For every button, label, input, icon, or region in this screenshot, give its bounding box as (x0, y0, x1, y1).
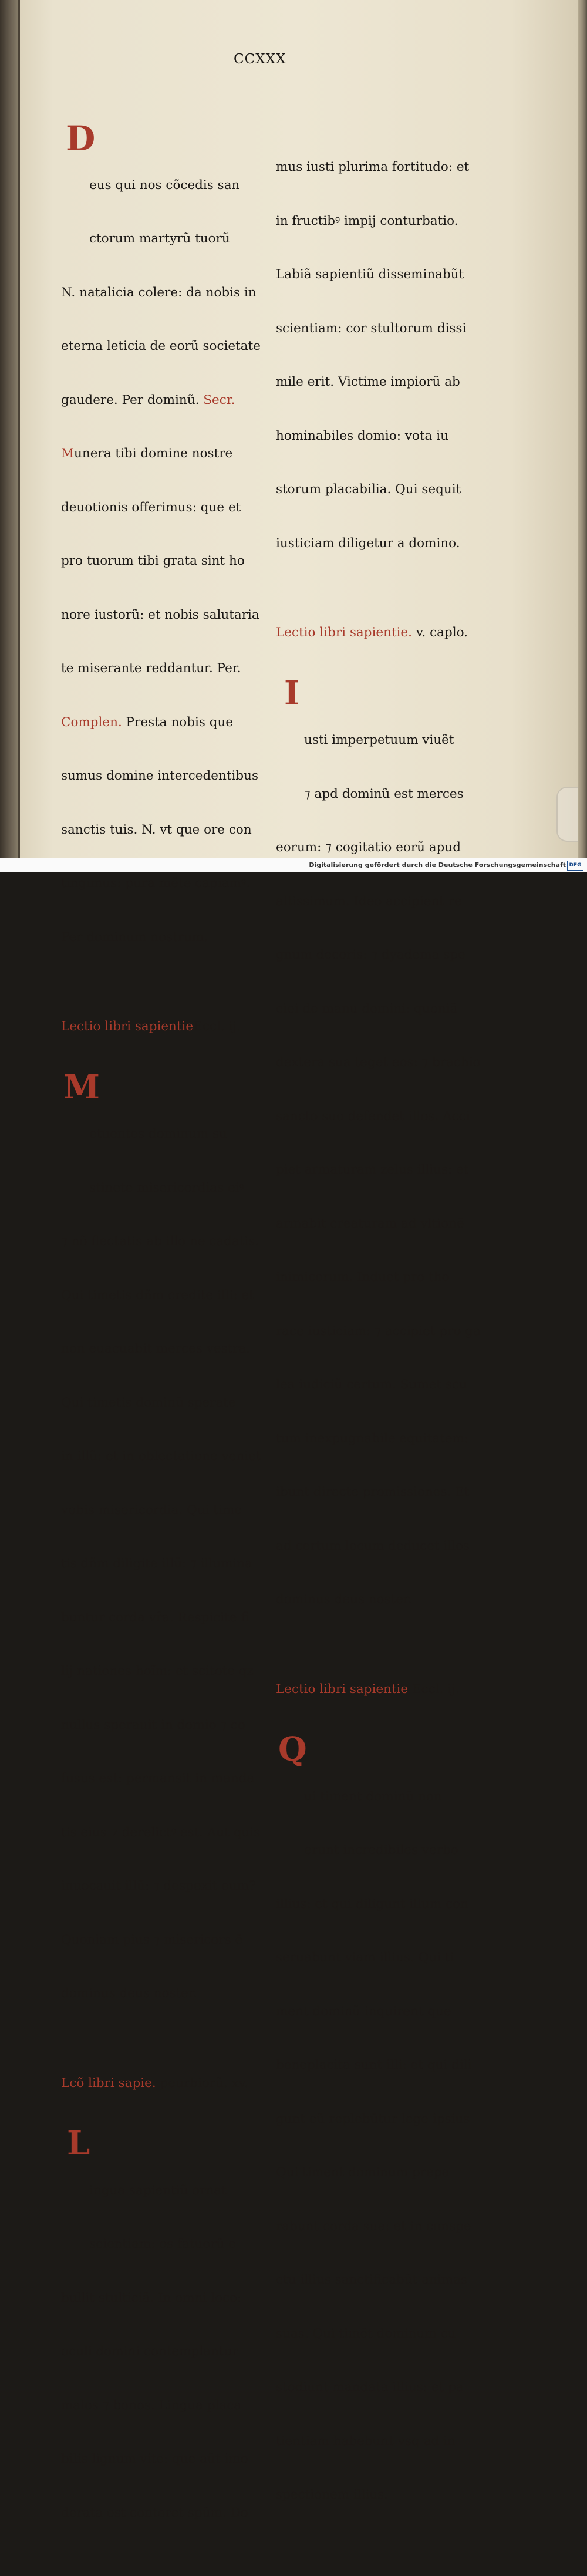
text-line (61, 714, 261, 732)
text-line: rabunt corda sua: et in conspe (276, 2218, 471, 2234)
text-line: dominus deus noster. (61, 1986, 197, 2001)
text-line: eorum: ⁊ cogitatio eorũ apud (276, 840, 461, 855)
text-line: armabit creaturam ad vltionẽ (276, 1216, 464, 1231)
collect-block (61, 119, 261, 982)
text-line: tingimus: pura mẽte capiamꝰ. (61, 876, 250, 891)
text-line: Qui timetis dominũ sperate (61, 1395, 236, 1410)
text-line: vobis misericordia. Qui time (61, 1502, 242, 1518)
text-line: Qui timetis dñm credite illi: et (61, 1287, 254, 1303)
text-line: ciei de manu domini: quoniã (276, 1001, 458, 1016)
text-line-part: Presta nobis que (122, 714, 234, 730)
text-line: stinete misericordias eiꝰ (89, 1180, 244, 1195)
text-line: ⁊ apd dominũ est merces (304, 786, 464, 801)
text-line: ingua sapientiũ ornat (89, 2183, 227, 2198)
rubric-lectio: Lectio libri sapientie (276, 1681, 409, 1697)
initial-letter: Q (278, 1730, 307, 1769)
initial-letter: M (63, 1067, 100, 1107)
rubric-lectio: Lectio libri sapientie. (276, 625, 412, 640)
text-line: hominabiles domio: vota iu (276, 428, 448, 443)
text-line: iusticiam diligetur a domino. (276, 535, 460, 551)
text-line: Labiã sapientiũ disseminabũt (276, 267, 464, 282)
text-line: nullus sperauit in domio ⁊ co (61, 1717, 245, 1732)
text-line: nore iustorũ: et nobis salutaria (61, 607, 259, 622)
text-line: pro tuorum tibi grata sint ho (61, 554, 245, 568)
lectio-reference: peurbiorũ. xv. (156, 2075, 249, 2091)
text-line: deuotionis offerimus: que et (61, 500, 241, 515)
lectio-continuation (276, 123, 481, 588)
text-line: bilis lignum vite: que aũt imo (61, 2452, 248, 2466)
book-right-edge (578, 0, 587, 858)
page-clip (556, 787, 578, 842)
text-line: usti imperpetuum viuẽt (304, 733, 454, 747)
text-line: ⁊ nõ flectatis ab illo ne cadatis. (61, 1234, 259, 1249)
text-line: sumus domine intercedentibus (61, 768, 258, 783)
text-line: ad certum locum deducet illos (276, 1538, 470, 1553)
text-line: altissimum. Ideo accipient re (276, 893, 462, 909)
lectio-block (276, 673, 481, 1645)
text-line: inuocauit illũ: ⁊ despexit eum? (61, 1879, 256, 1893)
text-line: in fructibꝰ impij conturbatio. (276, 213, 458, 228)
text-column-left (61, 87, 261, 2576)
text-line: seruabunt viam illius. Qui ti (276, 1950, 454, 1965)
rubric-lectio: Lectio libri sapientie (61, 1019, 194, 1034)
text-line: eterna leticia de eorũ societate (61, 339, 261, 353)
text-line: tis eius ⁊ derelictꝰ est. Aut quis (61, 1825, 261, 1840)
rubric-secret: Secr. (203, 392, 235, 407)
text-line: ibunt directe promissiones. Et (276, 1485, 470, 1499)
text-line: dominus deus noster. (276, 1592, 412, 1607)
text-line: sancto suo defendet illos. Acci (276, 1108, 470, 1124)
text-line: gunt eũ replebũtur lege ipsius (276, 2111, 470, 2126)
text-line: malos ⁊ bonos. Lingua placa (61, 2398, 242, 2413)
folio-number: CCXXX (234, 52, 286, 67)
initial-letter: L (67, 2124, 90, 2163)
text-line: gnum decoris: ⁊ dyadema spe (276, 948, 465, 962)
text-line (61, 445, 261, 463)
rubric-heading (276, 624, 481, 642)
text-line: suas. Qui timẽt dominum cu (276, 2326, 456, 2341)
lectio-block (61, 1067, 261, 2039)
text-line: derata est conteret spũm. Do (61, 2505, 248, 2520)
lectio-block (61, 2124, 261, 2558)
text-line: dextera sua teget eos: ⁊ brachio (276, 1055, 481, 1070)
text-line-part: gaudere. Per dominũ. (61, 392, 200, 407)
rubric-heading (276, 1681, 481, 1699)
text-line: ment dominũ inquirent que (276, 2004, 451, 2019)
text-line: inimicorum. Induet pro tho (276, 1270, 450, 1284)
text-line: bullit stulticiã. In omni loco: (61, 2290, 242, 2305)
text-line: erunt incredibiles verbo (304, 1843, 458, 1857)
text-line: scientiam: os fatuorũ e (89, 2237, 237, 2251)
text-line-part: unera tibi domine nostre (74, 446, 233, 461)
text-line: storum placabilia. Qui sequit (276, 482, 461, 497)
text-line: tum inexpugnabile equitatem: (276, 1431, 469, 1446)
text-line: buntur corda vr̃a. Respicite fi (61, 1610, 249, 1625)
text-column-right (276, 87, 481, 2558)
book-left-edge (0, 0, 20, 858)
text-line: piet armaturam zelus illius: et (276, 1162, 469, 1177)
text-line: in illũ: et in oblectatione veniet (61, 1449, 261, 1464)
text-line: mile erit. Victime impiorũ ab (276, 375, 460, 389)
initial-letter: D (66, 119, 96, 159)
rubric-heading (61, 2075, 261, 2093)
dfg-logo: DFG (567, 861, 583, 871)
text-line: te miserante reddantur. Per. (61, 661, 241, 676)
text-line: sanctis tuis. N. vt que ore con (61, 822, 252, 837)
rubric-complenda: Complen. (61, 714, 122, 730)
text-line: race iusticiam: ⁊ accipiet pro ga (276, 1323, 481, 1338)
initial-letter: I (284, 673, 300, 713)
rubric-heading (61, 1018, 261, 1036)
text-line: tientiam habebunt vsq ad in (276, 2433, 456, 2449)
text-line: tis dñm diligite illũ: ⁊ illumina (61, 1556, 252, 1571)
text-line: ctorum martyrũ tuorũ (89, 231, 230, 246)
rubric-lectio: Lcõ libri sapie. (61, 2075, 156, 2091)
text-line: etuentes dominum su (89, 1127, 227, 1141)
text-line: spectionem illius. (276, 2487, 389, 2502)
text-line: stodiunt mandata illius: et pa (276, 2380, 464, 2395)
text-line: non euacuabit merces vestra. (61, 1341, 251, 1356)
text-line: oculi domini contemplantur (61, 2344, 238, 2359)
text-line: fusus est: permansit in manda (61, 1771, 255, 1786)
text-line: ctu illius sanctificabũt animas (276, 2272, 467, 2287)
text-line: eus qui nos cõcedis san (89, 177, 240, 193)
text-line: scientiam: cor stultorum dissi (276, 321, 467, 336)
lectio-reference: v. caplo. (411, 625, 468, 640)
lectio-block (276, 1730, 481, 2540)
text-line: Per dominum nostrum. (61, 929, 208, 945)
text-line: ui timent dominũ non (304, 1789, 442, 1804)
text-line: N. natalicia colere: da nobis in (61, 285, 257, 300)
text-line: mus iusti plurima fortitudo: et (276, 160, 470, 174)
text-line: lea iudiciũ certum. Sumet scu (276, 1377, 467, 1392)
footer-credit: Digitalisierung gefördert durch die Deutsche Forschungsgemeinschaft (309, 861, 566, 869)
lectio-reference: Eccl. ij. (193, 1019, 241, 1034)
text-line: illius: et qui diligunt illum con (276, 1896, 468, 1911)
footer-bar (0, 858, 587, 872)
rubric-initial: M (61, 446, 75, 461)
text-line: Quoniam pius ⁊ misericors ẽ (61, 1932, 243, 1947)
text-line: Qui timent dominum prepa (276, 2165, 450, 2180)
text-line (61, 392, 261, 410)
text-line: lij nationes hoĩm: et scitote qz (61, 1664, 254, 1678)
text-line: beneplacita sunt illi: et qui dili (276, 2058, 472, 2072)
lectio-reference: Eccl. ij. (408, 1681, 460, 1697)
